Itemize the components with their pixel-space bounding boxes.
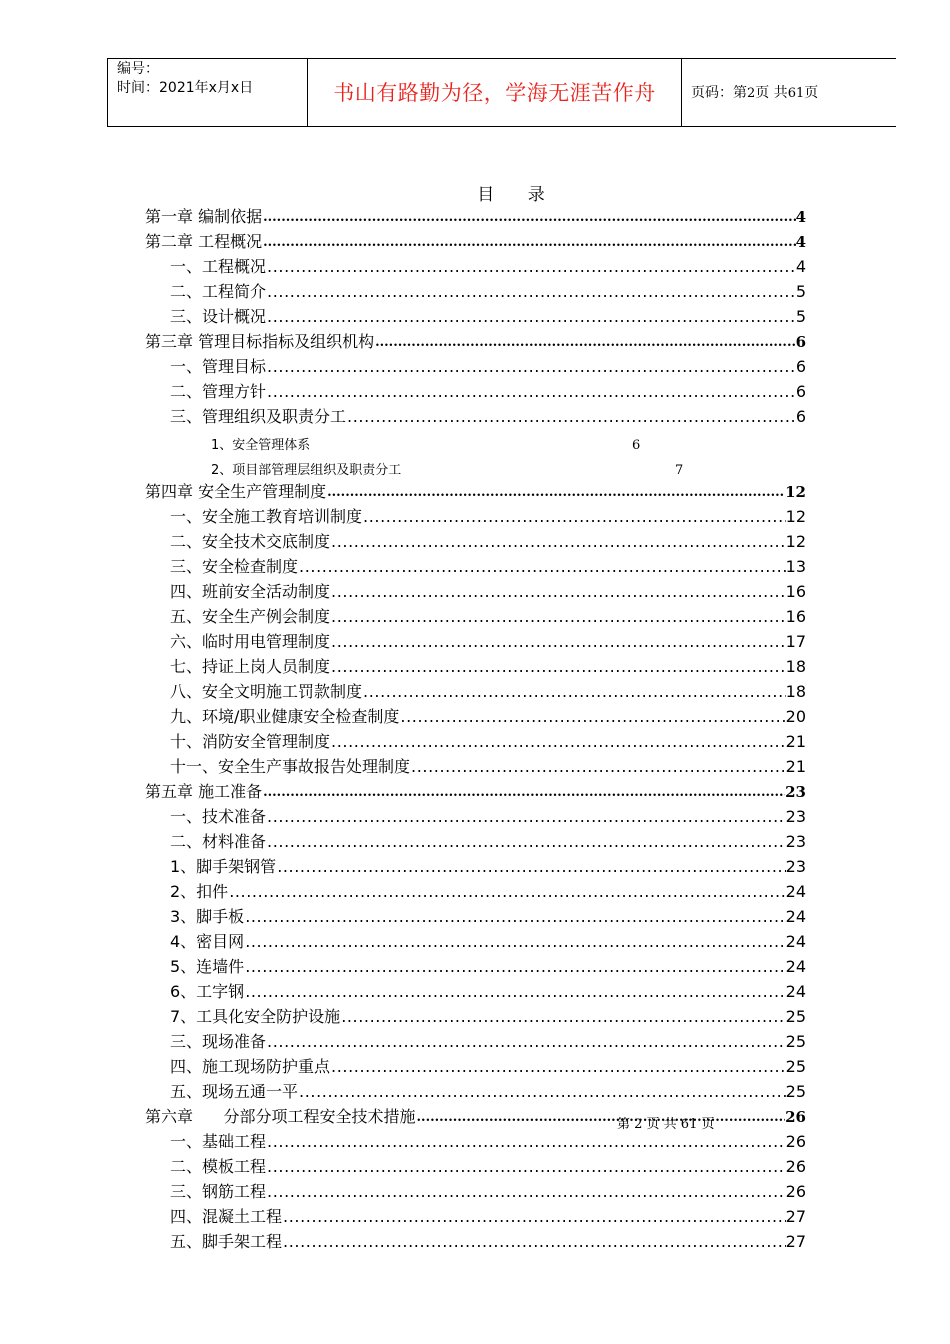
- toc-entry[interactable]: [170, 1153, 806, 1178]
- toc-entry-label: 三、钢筋工程: [170, 1182, 267, 1201]
- toc-entry-label: 一、管理目标: [170, 357, 267, 376]
- toc-entry-label: 1、安全管理体系: [211, 438, 311, 453]
- toc-entry[interactable]: [170, 703, 806, 728]
- toc-entry-label: 第四章 安全生产管理制度: [145, 482, 327, 501]
- toc-leader-dots: [267, 306, 796, 328]
- toc-entry[interactable]: [170, 1003, 806, 1028]
- toc-leader-dots: [267, 381, 796, 403]
- toc-entry[interactable]: [170, 1078, 806, 1103]
- toc-entry[interactable]: [170, 928, 806, 953]
- toc-leader-dots: [331, 531, 786, 553]
- header-page-cell: [682, 59, 896, 126]
- toc-entry[interactable]: [145, 328, 806, 353]
- toc-entry-page: 17: [785, 632, 806, 651]
- toc-leader-dots: [263, 783, 785, 803]
- toc-entry-page: 21: [785, 732, 806, 751]
- toc-leader-dots: [299, 1081, 786, 1103]
- toc-entry[interactable]: [170, 1178, 806, 1203]
- toc-entry-page: 27: [785, 1232, 806, 1251]
- toc-entry-page: 18: [785, 682, 806, 701]
- toc-entry[interactable]: [170, 628, 806, 653]
- toc-entry[interactable]: [170, 1228, 806, 1253]
- toc-entry-page: 5: [795, 282, 806, 301]
- toc-entry[interactable]: [170, 378, 806, 403]
- toc-entry-page: 24: [785, 982, 806, 1001]
- toc-leader-dots: [331, 606, 786, 628]
- toc-entry-label: 五、脚手架工程: [170, 1232, 283, 1251]
- toc-entry[interactable]: [170, 528, 806, 553]
- toc-leader-dots: [283, 1231, 786, 1253]
- toc-entry-label: 3、脚手板: [170, 907, 245, 926]
- toc-leader-dots: [327, 483, 785, 503]
- toc-leader-dots: [263, 208, 795, 228]
- toc-entry-page: 4: [795, 257, 806, 276]
- toc-entry[interactable]: [170, 803, 806, 828]
- toc-entry[interactable]: [145, 203, 806, 228]
- toc-leader-dots: [331, 731, 786, 753]
- toc-entry-label: 1、脚手架钢管: [170, 857, 277, 876]
- toc-entry[interactable]: [170, 253, 806, 278]
- toc-entry[interactable]: [170, 503, 806, 528]
- toc-entry-label: 四、班前安全活动制度: [170, 582, 331, 601]
- toc-leader-dots: [245, 931, 785, 953]
- toc-entry-label: 三、现场准备: [170, 1032, 267, 1051]
- header-meta-cell: [108, 59, 308, 126]
- toc-leader-dots: [363, 681, 786, 703]
- toc-entry-label: 十、消防安全管理制度: [170, 732, 331, 751]
- toc-entry[interactable]: [170, 828, 806, 853]
- toc-entry-label: 三、设计概况: [170, 307, 267, 326]
- page-code: [691, 83, 818, 104]
- toc-entry[interactable]: [170, 728, 806, 753]
- toc-entry-label: 一、基础工程: [170, 1132, 267, 1151]
- toc-entry-label: 九、环境/职业健康安全检查制度: [170, 707, 400, 726]
- toc-entry[interactable]: [170, 678, 806, 703]
- toc-leader-dots: [375, 333, 795, 353]
- toc-entry-page: 12: [785, 507, 806, 526]
- toc-entry-page: 26: [785, 1108, 806, 1126]
- toc-entry-label: 6、工字钢: [170, 982, 245, 1001]
- toc-entry-page: 4: [795, 233, 806, 251]
- toc-entry-label: 二、模板工程: [170, 1157, 267, 1176]
- toc-entry[interactable]: [211, 428, 311, 453]
- toc-entry-page: 12: [785, 483, 806, 501]
- toc-leader-dots: [245, 956, 785, 978]
- toc-entry-label: 五、现场五通一平: [170, 1082, 299, 1101]
- toc-entry-page: 16: [785, 582, 806, 601]
- toc-leader-dots: [267, 256, 796, 278]
- toc-entry[interactable]: [170, 653, 806, 678]
- toc-entry[interactable]: [170, 303, 806, 328]
- toc-entry-page: 26: [785, 1132, 806, 1151]
- toc-leader-dots: [331, 656, 786, 678]
- toc-entry-page: 6: [795, 357, 806, 376]
- toc-entry[interactable]: [170, 278, 806, 303]
- toc-entry[interactable]: [170, 1053, 806, 1078]
- toc-leader-dots: [341, 1006, 785, 1028]
- toc-leader-dots: [299, 556, 786, 578]
- toc-leader-dots: [267, 356, 796, 378]
- toc-entry[interactable]: [170, 1028, 806, 1053]
- toc-entry-label: 第三章 管理目标指标及组织机构: [145, 332, 375, 351]
- toc-entry[interactable]: [170, 853, 806, 878]
- page-code-number: 2: [747, 86, 756, 101]
- page-code-prefix: 页码：第: [691, 85, 747, 101]
- toc-entry[interactable]: [170, 578, 806, 603]
- toc-entry-page: 13: [785, 557, 806, 576]
- toc-entry-page: 24: [785, 932, 806, 951]
- toc-leader-dots: [267, 1156, 786, 1178]
- toc-leader-dots: [347, 406, 796, 428]
- toc-entry-label: 二、管理方针: [170, 382, 267, 401]
- toc-entry-label: 二、材料准备: [170, 832, 267, 851]
- toc-entry-label: 第二章 工程概况: [145, 232, 263, 251]
- toc-leader-dots: [417, 1108, 786, 1128]
- toc-entry-page: 4: [795, 208, 806, 226]
- toc-entry-page: 24: [785, 907, 806, 926]
- toc-entry-label: 四、施工现场防护重点: [170, 1057, 331, 1076]
- toc-leader-dots: [411, 756, 786, 778]
- toc-leader-dots: [331, 631, 786, 653]
- toc-entry-label: 一、工程概况: [170, 257, 267, 276]
- toc-entry[interactable]: [170, 353, 806, 378]
- toc-leader-dots: [267, 806, 786, 828]
- toc-entry[interactable]: [145, 478, 806, 503]
- toc-entry-label: 2、项目部管理层组织及职责分工: [211, 463, 402, 478]
- toc-entry-label: 十一、安全生产事故报告处理制度: [170, 757, 411, 776]
- page-header: [107, 58, 896, 127]
- toc-entry-page: 23: [785, 807, 806, 826]
- toc-entry-page: 6: [795, 333, 806, 351]
- toc-entry[interactable]: [170, 903, 806, 928]
- toc-entry-page: 18: [785, 657, 806, 676]
- toc-entry[interactable]: [170, 553, 806, 578]
- toc-entry-label: 2、扣件: [170, 882, 229, 901]
- toc-entry-page: 5: [795, 307, 806, 326]
- toc-entry-label: 五、安全生产例会制度: [170, 607, 331, 626]
- toc-leader-dots: [331, 1056, 786, 1078]
- toc-leader-dots: [245, 906, 785, 928]
- toc-leader-dots: [267, 1131, 786, 1153]
- toc-entry-page: 20: [785, 707, 806, 726]
- document-time-label: 时间：2021年x月x日: [117, 80, 254, 96]
- toc-leader-dots: [331, 581, 786, 603]
- toc-leader-dots: [267, 831, 786, 853]
- toc-entry[interactable]: [170, 753, 806, 778]
- toc-entry-page: 21: [785, 757, 806, 776]
- toc-entry-label: 一、技术准备: [170, 807, 267, 826]
- toc-entry-label: 4、密目网: [170, 932, 245, 951]
- toc-leader-dots: [400, 706, 785, 728]
- toc-entry-label: 三、安全检查制度: [170, 557, 299, 576]
- toc-entry-label: 四、混凝土工程: [170, 1207, 283, 1226]
- toc-entry[interactable]: [145, 228, 806, 253]
- toc-entry-page: 25: [785, 1057, 806, 1076]
- toc-entry[interactable]: [170, 978, 806, 1003]
- toc-entry-page: 6: [795, 382, 806, 401]
- page-code-suffix: 页: [804, 85, 819, 101]
- toc-entry-page: 26: [785, 1157, 806, 1176]
- toc-entry-label: 一、安全施工教育培训制度: [170, 507, 363, 526]
- toc-entry-page: 23: [785, 857, 806, 876]
- toc-leader-dots: [277, 856, 785, 878]
- toc-entry-page: 6: [632, 438, 641, 453]
- toc-leader-dots: [283, 1206, 786, 1228]
- toc-entry[interactable]: [145, 778, 806, 803]
- toc-entry-label: 三、管理组织及职责分工: [170, 407, 347, 426]
- toc-leader-dots: [267, 1031, 786, 1053]
- toc-entry-page: 27: [785, 1207, 806, 1226]
- page-footer-number: 第 2 页 共 61 页: [617, 1117, 715, 1132]
- toc-title: 目 录: [477, 185, 559, 205]
- header-motto: 书山有路勤为径，学海无涯苦作舟: [333, 81, 656, 105]
- toc-entry-label: 第一章 编制依据: [145, 207, 263, 226]
- toc-entry[interactable]: [211, 453, 402, 478]
- toc-entry-page: 25: [785, 1032, 806, 1051]
- page-code-mid: 页 共: [755, 85, 788, 101]
- toc-entry-page: 7: [675, 463, 684, 478]
- toc-entry-label: 二、安全技术交底制度: [170, 532, 331, 551]
- toc-entry-label: 八、安全文明施工罚款制度: [170, 682, 363, 701]
- toc-entry-page: 12: [785, 532, 806, 551]
- toc-entry-page: 26: [785, 1182, 806, 1201]
- document-number-label: 编号：: [117, 61, 159, 77]
- toc-entry[interactable]: [170, 603, 806, 628]
- toc-leader-dots: [245, 981, 785, 1003]
- toc-entry-page: 23: [785, 783, 806, 801]
- toc-leader-dots: [267, 281, 796, 303]
- toc-entry-label: 第六章 分部分项工程安全技术措施: [145, 1107, 416, 1126]
- toc-entry-label: 7、工具化安全防护设施: [170, 1007, 341, 1026]
- toc-leader-dots: [229, 881, 785, 903]
- toc-entry-label: 第五章 施工准备: [145, 782, 263, 801]
- toc-entry-label: 七、持证上岗人员制度: [170, 657, 331, 676]
- toc-entry-page: 25: [785, 1007, 806, 1026]
- toc-entry[interactable]: [170, 1203, 806, 1228]
- toc-entry-page: 6: [795, 407, 806, 426]
- toc-entry-label: 六、临时用电管理制度: [170, 632, 331, 651]
- toc-entry-page: 16: [785, 607, 806, 626]
- toc-entry[interactable]: [170, 953, 806, 978]
- toc-entry-page: 24: [785, 957, 806, 976]
- toc-entry[interactable]: [170, 878, 806, 903]
- toc-leader-dots: [267, 1181, 786, 1203]
- toc-leader-dots: [263, 233, 795, 253]
- page-code-total: 61: [787, 86, 805, 101]
- toc-entry-label: 5、连墙件: [170, 957, 245, 976]
- toc-entry-page: 23: [785, 832, 806, 851]
- toc-entry-page: 24: [785, 882, 806, 901]
- toc-entry[interactable]: [170, 403, 806, 428]
- header-motto-cell: [308, 59, 682, 126]
- toc-entry-page: 25: [785, 1082, 806, 1101]
- toc-leader-dots: [363, 506, 786, 528]
- toc-entry-label: 二、工程简介: [170, 282, 267, 301]
